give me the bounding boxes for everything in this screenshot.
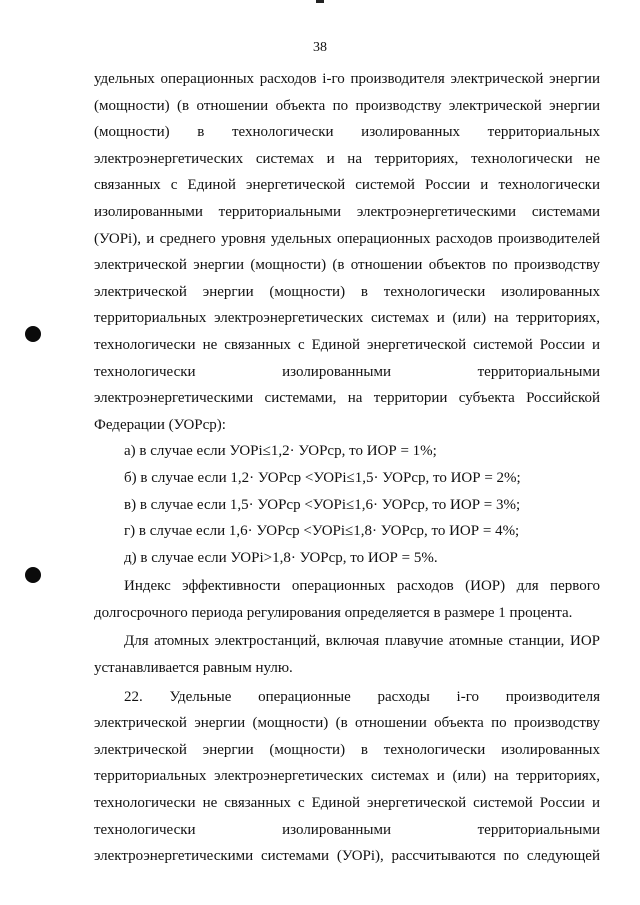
body-text xyxy=(94,66,600,870)
text-line: удельных операционных расходов i-го производителя электрической энергии xyxy=(94,71,600,87)
text-line: территориальных электроэнергетических системах и (или) на территориях, xyxy=(94,310,600,327)
text-line: электроэнергетическими системами (УОРi), рассчитываются по следующей xyxy=(94,848,600,865)
text-line: г) в случае если 1,6· УОРср <УОРi≤1,8· УОРср, то ИОР = 4%; xyxy=(124,523,520,540)
text-line: электрической энергии (мощности) в технологически изолированных xyxy=(94,283,600,300)
text-line: технологически не связанных с Единой энергетической системой России и xyxy=(94,795,600,812)
text-line: Индекс эффективности операционных расходов (ИОР) для первого xyxy=(124,578,600,595)
punch-hole xyxy=(25,567,41,583)
page-number: 38 xyxy=(313,40,327,55)
text-line: электрической энергии (мощности) в технологически изолированных xyxy=(94,741,600,758)
text-line: (мощности) в технологически изолированных территориальных xyxy=(94,124,600,141)
text-line: технологически не связанных с Единой энергетической системой России и xyxy=(94,336,600,353)
punch-hole xyxy=(25,326,41,342)
text-line: (мощности) (в отношении объекта по производству электрической энергии xyxy=(94,97,600,114)
text-line: электрической энергии (мощности) (в отношении объектов по производству xyxy=(94,257,600,274)
text-line: (УОРi), и среднего уровня удельных операционных расходов производителей xyxy=(94,230,600,247)
text-line: электрической энергии (мощности) (в отношении объекта по производству xyxy=(94,715,600,732)
scan-mark xyxy=(316,0,324,3)
text-line: устанавливается равным нулю. xyxy=(94,660,293,677)
text-line: технологически изолированными территориальными xyxy=(94,363,600,380)
text-line: технологически изолированными территориальными xyxy=(94,821,600,838)
text-line: в) в случае если 1,5· УОРср <УОРi≤1,6· УОРср, то ИОР = 3%; xyxy=(124,496,521,513)
text-line: Для атомных электростанций, включая плавучие атомные станции, ИОР xyxy=(124,633,600,650)
text-line: электроэнергетических системах и на территориях, технологически не xyxy=(94,150,600,167)
text-line: д) в случае если УОРi>1,8· УОРср, то ИОР = 5%. xyxy=(124,549,438,566)
text-line: б) в случае если 1,2· УОРср <УОРi≤1,5· УОРср, то ИОР = 2%; xyxy=(124,469,521,486)
text-line: изолированными территориальными электроэнергетическими системами xyxy=(94,203,600,220)
text-line: а) в случае если УОРi≤1,2· УОРср, то ИОР = 1%; xyxy=(124,443,437,460)
text-line: долгосрочного периода регулирования определяется в размере 1 процента. xyxy=(94,604,573,621)
text-line: 22. Удельные операционные расходы i-го производителя xyxy=(124,688,600,705)
text-line: территориальных электроэнергетических системах и (или) на территориях, xyxy=(94,768,600,785)
text-line: электроэнергетическими системами, на территории субъекта Российской xyxy=(94,390,600,407)
text-line: связанных с Единой энергетической системой России и технологически xyxy=(94,177,600,194)
text-line: Федерации (УОРср): xyxy=(94,416,226,433)
